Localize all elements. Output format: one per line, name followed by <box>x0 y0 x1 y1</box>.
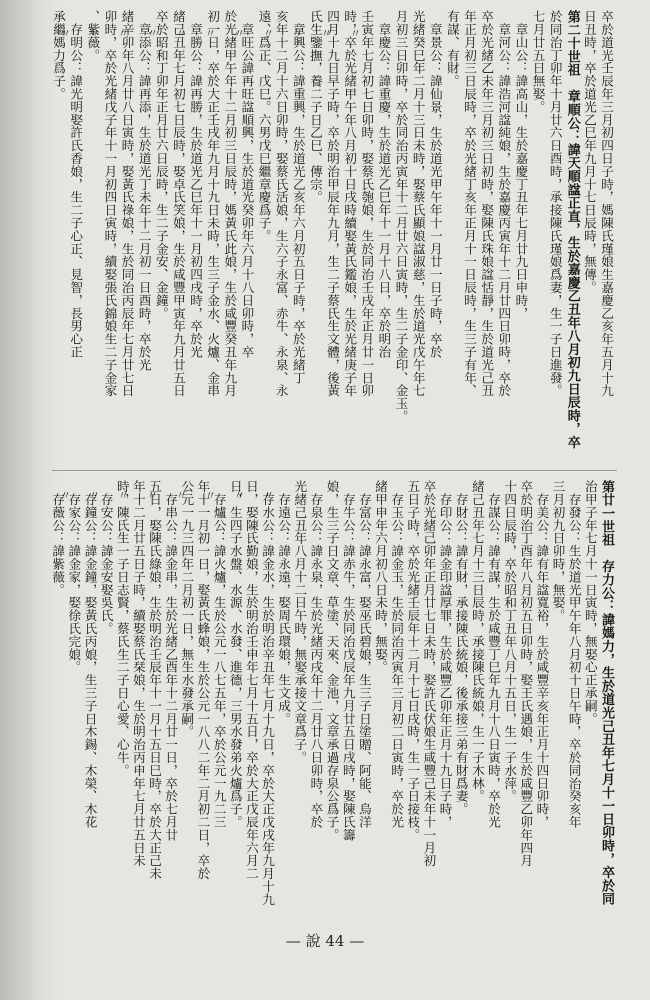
text-column: 緒己丑年七月初七日辰時，娶卓氏笑娘，生於咸豐甲寅年九月廿五日 <box>170 10 186 397</box>
text-column: 卒於道光壬辰年三月初四日子時，媽陳氏瑾娘生嘉慶乙亥年五月十九 <box>599 10 614 397</box>
text-column: 存遠公：諱永遠，娶周氏環娘，生文成。 <box>276 480 292 726</box>
text-column: 卯時，卒於光緒戊子年十一月初四日寅時，續娶張氏錦娘生二子金家 <box>102 10 118 397</box>
text-column: 公元一九三四年二月初一日，無生水發承嗣。 <box>179 480 195 738</box>
text-column: 存財公：諱有財，承接陳氏統娘，後承接三弟有財爲妻。 <box>453 480 469 816</box>
text-column: 日，生四子水盤、水源、水發、進德，三男水發弟火爐爲子。 <box>227 480 243 829</box>
text-column: 緒甲申年六月初八日未時，無娶。 <box>373 480 389 674</box>
text-column: 存安公：諱金安娶吳氏。 <box>98 480 114 635</box>
text-column: 章河公：諱浩河諡純娘，生於嘉慶丙寅年十二月廿四日卯時，卒於 <box>496 10 512 397</box>
text-column: 緒己丑年七月十三日辰時，承接陳氏統娘，生一子木林。 <box>469 480 485 803</box>
text-column: 章景公：諱仙景，生於道光甲午年十一月廿一日子時，卒於 <box>427 10 443 359</box>
text-column: 於同治丁卯年十月廿六日酉時，承接陳氏瑾娘爲妻，生一子日進發。 <box>547 10 563 397</box>
section-divider <box>52 470 617 471</box>
ditto-marks-top: 〃〃〃〃〃〃〃〃〃〃〃 <box>60 27 379 40</box>
text-column: 有謀、有財。 <box>444 10 460 88</box>
text-column: 存玉公：諱金玉，生於同治丙寅年三月初二日寅時，卒於光 <box>389 480 405 829</box>
text-column: 卒於光緒乙未年三月初三日初時，娶陳氏珠娘諡恬靜，生於道光己丑 <box>479 10 495 397</box>
text-column: 日，娶陳氏勤娘，生於明治壬申年七月十五日，卒於大正戊辰年六月二 <box>243 480 259 880</box>
text-column: 月初三日卯時，卒於同治丙寅年十二月廿六日寅時，生二子金印、金玉。 <box>393 10 409 423</box>
text-column: 氏生鑒撫，養二子日乙巳、傳宗。 <box>307 10 323 204</box>
text-column: 存串公：諱金串，生於光緒乙酉年十二月廿一日，卒於七月廿 <box>163 480 179 842</box>
text-column: 存家公：諱金家，娶徐氏完娘。 <box>66 480 82 674</box>
text-column: 七月廿五日無娶。 <box>530 10 546 114</box>
text-column: 存牛公：諱赤牛，生於同治戊辰年九月廿五日戌時，娶陳氏籌 <box>340 480 356 842</box>
text-column: 存鐘公：諱金鐘，娶黃氏丙娘，生三子日木錫、木榮、木花 <box>82 480 98 829</box>
text-column: 章山公：諱高山，生於嘉慶丁丑年七月廿九日申時， <box>513 10 529 320</box>
text-column: 章勝公：諱再勝，生於道光乙巳年十一月初四戌時，卒於光 <box>188 10 203 359</box>
text-column: 卒於昭和丁卯年正月廿六日辰時，生二子金安、金鐘。 <box>153 10 169 320</box>
text-column: 壬寅年七月初七日卯時，娶蔡氏匏娘，生於同治壬戌年正月廿一日卯 <box>359 10 375 397</box>
text-column: 卒於光緒己卯年正月廿七日未時，娶許氏伏娘生咸豐己未年十一月初 <box>421 480 437 867</box>
text-column: 於光緒甲午年十二月初三日辰時，媽黃氏此娘，生於咸豐癸丑年九月 <box>222 10 238 397</box>
text-column: 章慶公：諱重慶，生於道光乙巳年十一月十八日，卒於明治 <box>376 10 392 359</box>
text-column: 存印公：諱金印諡厚罪，生於咸豐乙卯年正月十九日子時， <box>437 480 453 829</box>
text-column: 存水公：諱金水，生於明治辛丑年七月十九日，卒於大正戊戌年九月十九 <box>260 480 276 906</box>
text-column: 存爐公：諱火爐，生於公元一八七五年，卒於公元一九二三 <box>211 480 227 829</box>
text-column: 存薇公：諱紫薇。 <box>50 480 66 597</box>
text-column: 章興公：諱重興，生於道光乙亥年六月初五日子時，卒於光緒丁 <box>290 10 306 385</box>
text-column: 年正月初三日辰時，卒於光緒丁亥年正月十一日辰時，生三子有年、 <box>462 10 477 397</box>
text-column: 光緒己丑年八月十二日午時，無娶承接文章爲子。 <box>292 480 308 764</box>
text-column: 遠、爲正、戊巳。六男戊巳繼章慶爲子。 <box>256 10 272 243</box>
text-column: 第二十世祖 章順公：諱天順諡正直，生於嘉慶乙丑年八月初九日辰時，卒 <box>564 10 580 449</box>
text-column: 日丑時，卒於道光乙巳年九月十七日辰時，無傳。 <box>581 10 597 294</box>
text-column: 存謀公：諱有謀，生於咸豐丁巳年九月十八日寅時，卒於光 <box>486 480 502 829</box>
text-column: 卒於明治丁酉年八月初五日卯時，娶王氏遇娘，生於咸豐乙卯年四月 <box>518 480 534 867</box>
text-column: 娘，生三子日文章、草塗、天來、金池，文章承過存泉公爲子。 <box>324 480 340 842</box>
text-column: 存泉公：諱永泉，生於光緒丙戌年十二月廿八日卯時，卒於 <box>308 480 324 829</box>
text-column: 年十一月初一日，娶黃氏蜂娘，生於公元一八八二年二月初二日，卒於 <box>195 480 211 880</box>
text-column: 治甲子年七月十一日寅時，無娶心正承嗣。 <box>582 480 598 726</box>
text-column: 時，陳氏生一子日志賢，蔡氏生二子日心愛、心牛。 <box>114 480 130 777</box>
text-column: 承繼媽力爲子。 <box>51 10 66 101</box>
text-column: 五日子時，卒於光緒壬辰年十二月十七日戌時，生一子日接枝。 <box>405 480 421 842</box>
genealogy-section-21st-generation <box>50 480 615 915</box>
text-column: 、紫薇。 <box>85 10 101 62</box>
genealogy-section-20th-generation <box>50 10 615 465</box>
text-column: 十四日辰時，卒於昭和丁丑年八月十五日，生一子水萍。 <box>502 480 518 803</box>
ditto-marks-bottom: 〃〃〃〃〃〃〃〃 <box>60 489 292 502</box>
text-column: 時，卒於光緒甲午年八月初十日戌時續娶黃氏鑑娘，生於光緒庚子年 <box>342 10 358 397</box>
text-column: 第廿一世祖 存力公：諱媽力，生於道光己丑年七月十一日卯時，卒於同 <box>599 480 614 906</box>
text-column: 存發公：生於道光甲午年八月初十日午時，卒於同治癸亥年 <box>566 480 582 829</box>
text-column: 章旺公諱再旺諡順興，生於道光癸卯年六月十八日卯時，卒 <box>239 10 255 359</box>
text-column: 初一日，卒於大正壬戌年九月十九日未時，生三子金水、火爐、金串 <box>205 10 221 397</box>
page-number: — 說 44 — <box>285 932 365 950</box>
text-column: 存明公：諱光明娶許氏香娘，生二子心正、見智，長男心正 <box>68 10 84 359</box>
text-column: 五日，娶陳氏綠娘，生於明治壬辰年十一月十五日巳時，卒於大正己未 <box>147 480 163 880</box>
text-column: 四月十九日早子時，卒於明治甲辰年九月，生二子蔡氏生文體，後黃 <box>325 10 340 397</box>
text-column: 緒辛卯年八月廿八日寅時，娶黃氏祿娘，生於同治丙辰年七月廿七日 <box>119 10 135 397</box>
text-column: 亥年十二月十六日卯時，娶蔡氏活娘，生六子永富、赤牛、永泉、永 <box>273 10 289 397</box>
text-column: 存美公：諱有年諡寬裕，生於咸豐辛亥年正月十四日卯時， <box>534 480 550 829</box>
text-column: 年十二月廿五日子時，續娶蔡氏栞娘，生於明治丙申年七月廿五日未 <box>130 480 146 867</box>
text-column: 光緒癸巳年二月十三日未時，娶蔡氏顯娘諡淑慈，生於道光戊午年七 <box>410 10 426 397</box>
text-column: 存富公：諱永富，娶巫氏碧娘，生三子日塗贈、阿能、烏洋 <box>356 480 372 829</box>
text-column: 三月初九日卯時，無娶。 <box>550 480 566 622</box>
text-column: 章添公：諱再添，生於道光丁未年十二月初一日酉時，卒於光 <box>136 10 152 372</box>
